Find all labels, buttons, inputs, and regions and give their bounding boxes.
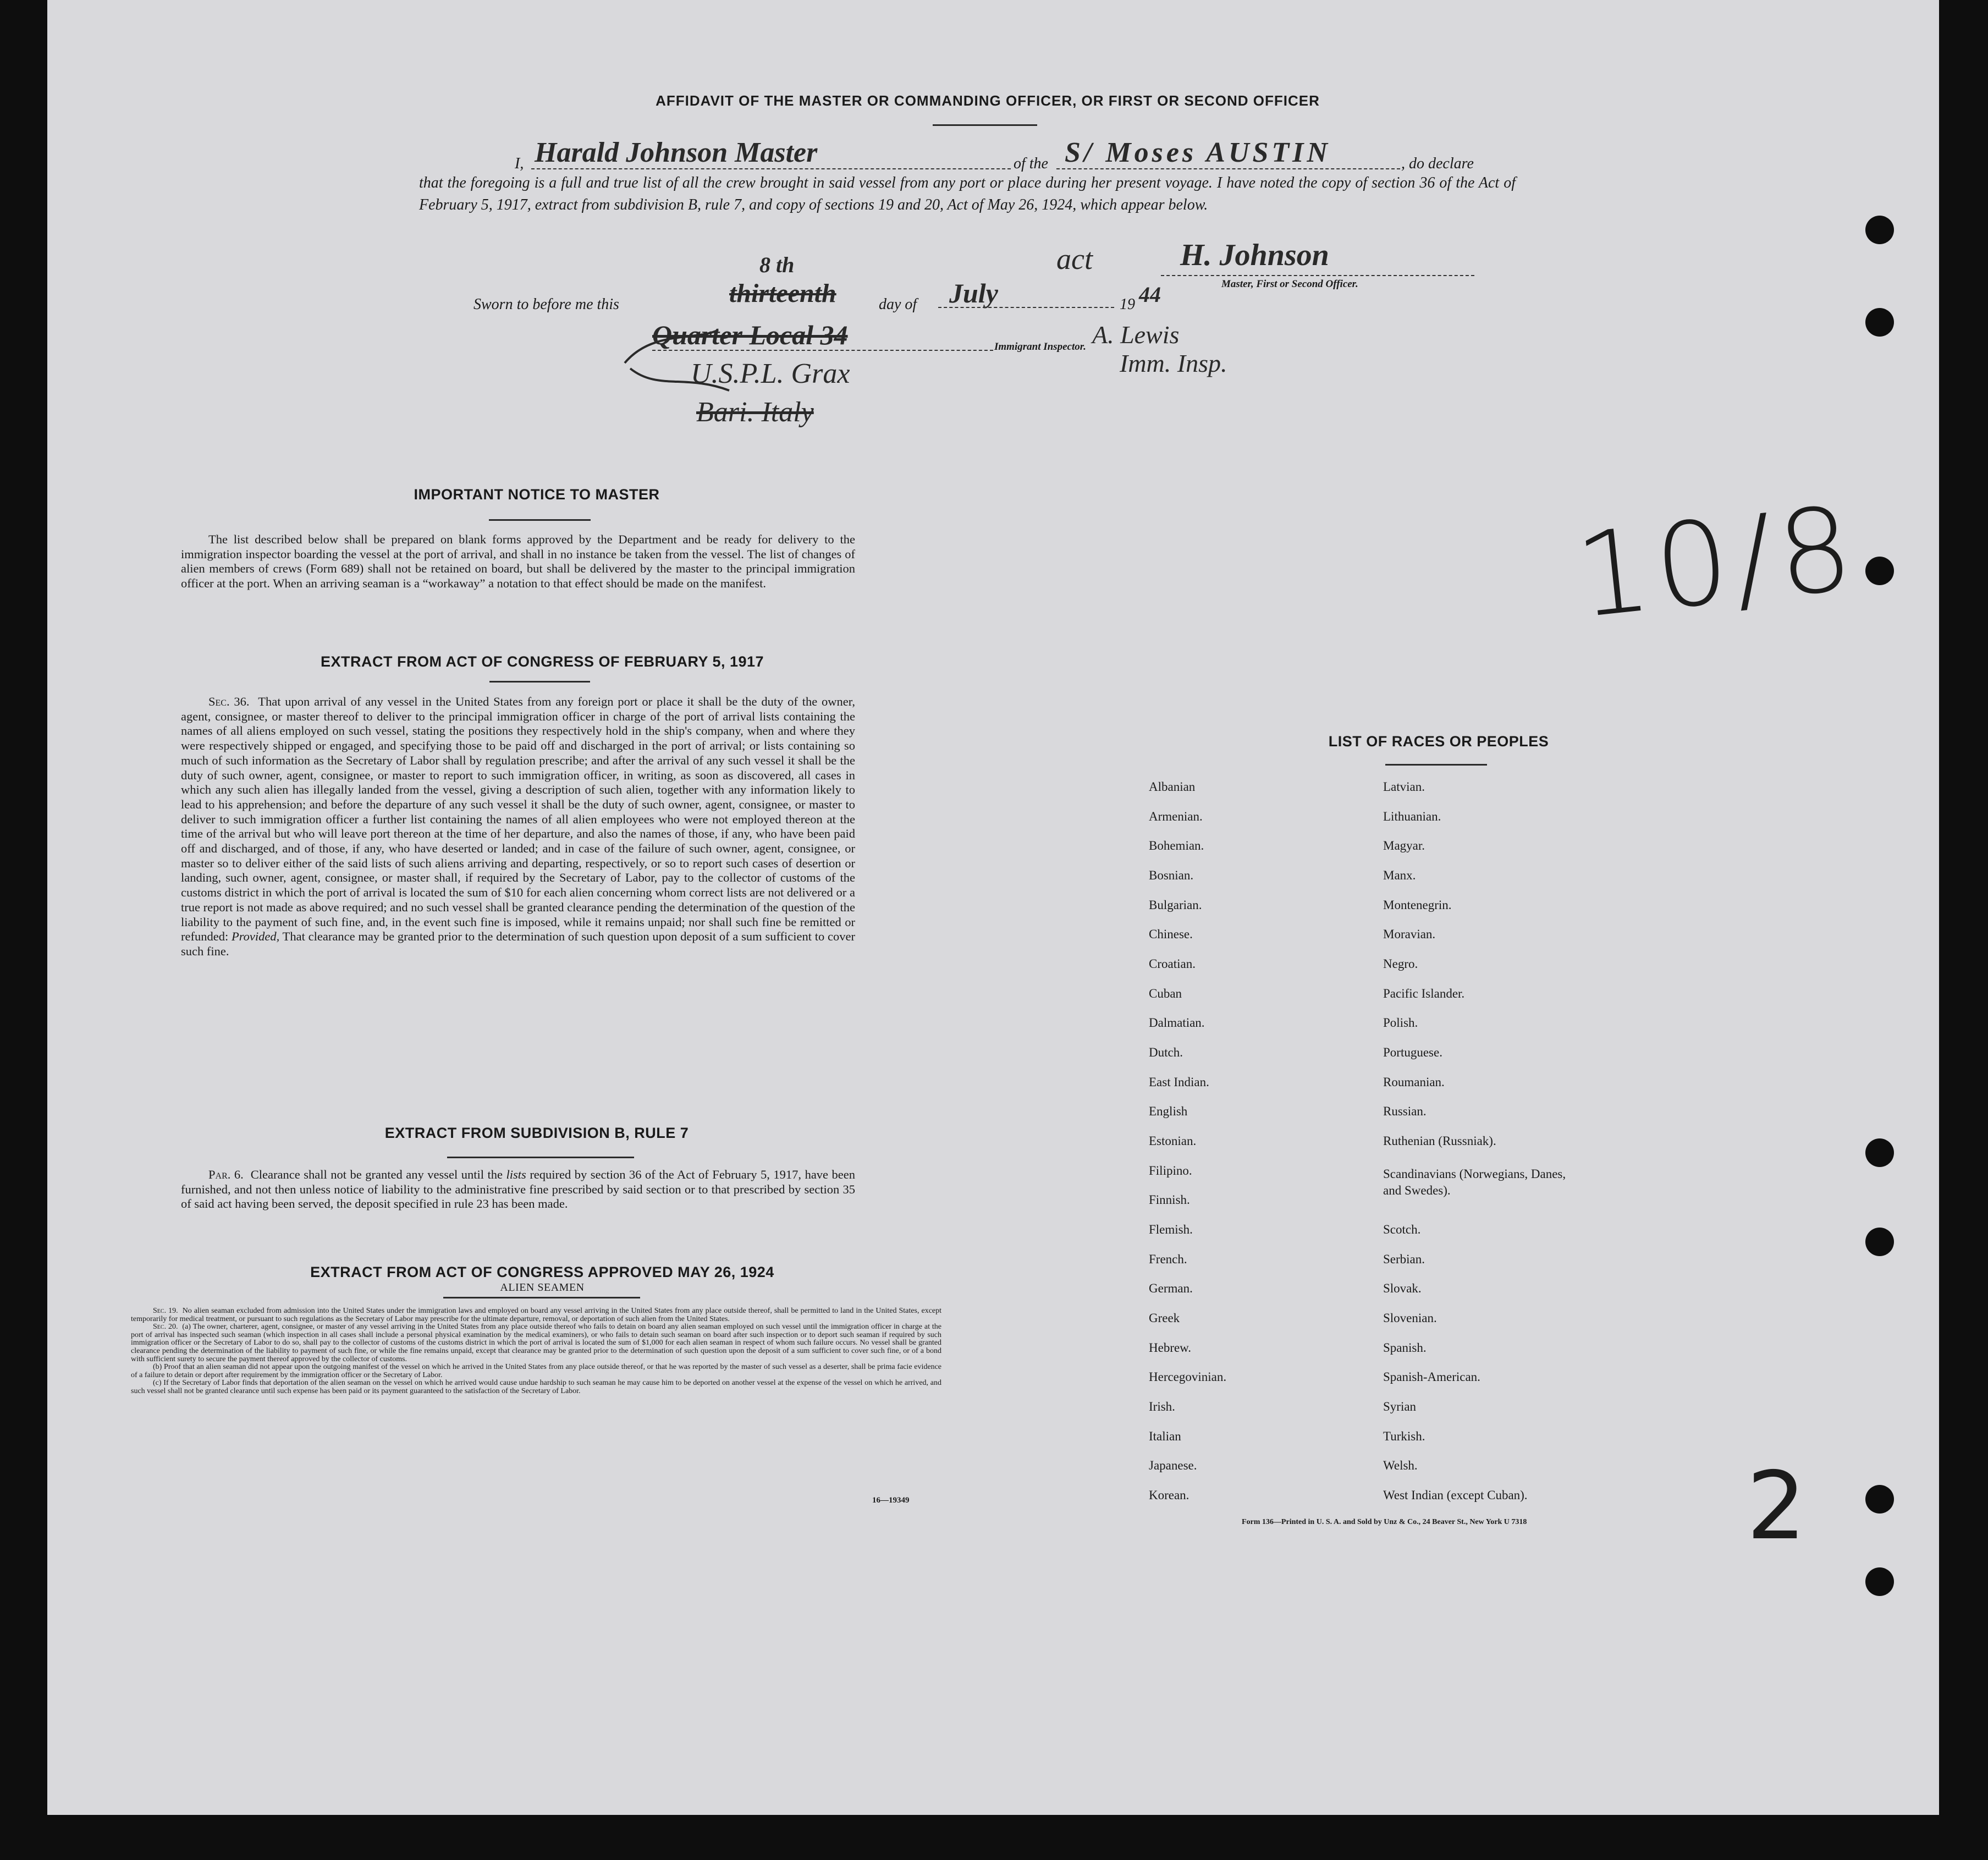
extract-rule7-body	[181, 1168, 855, 1212]
inspector-stamp-line-1: Quarter Local 34	[652, 320, 848, 350]
par-6-text-b: required by section 36 of the Act of February 5, 1917, have been furnished, and not then unless notice of liability to the administrative fine prescribed by said section or to that prescribed by section 35 of said act having been served, the deposit specified in rule 23 has been made.	[181, 1168, 856, 1211]
form-footer-note: Form 136—Printed in U. S. A. and Sold by Unz & Co., 24 Beaver St., New York U 7318	[1242, 1518, 1527, 1526]
sec-20a-text: (a) The owner, charterer, agent, consignee, or master of any vessel arriving in the United States from any place outside thereof who fails to detain on board any alien seaman employed on such vessel until the immigration officer in charge at the port of arrival has inspected such seaman (which inspection in all cases shall include a personal physical examination by the medical examiners), or who fails to detain such seaman on board after such inspection or to deport such seaman if required by such immigration officer or the Secretary of Labor to do so, shall pay to the collector of customs of the customs district in which the port of arrival is located the sum of $1,000 for each alien seaman in respect of whom such failure occurs. No vessel shall be granted clearance pending the determination of the liability to payment of such fine, or while the fine remains unpaid, except that clearance may be granted prior to the determination of such question upon the deposit of a sum sufficient to cover such fine, or of a bond with sufficient surety to secure the payment thereof approved by the collector of customs.	[131, 1323, 942, 1363]
sec-36-label: Sec. 36.	[208, 695, 250, 708]
extract-1924-title: EXTRACT FROM ACT OF CONGRESS APPROVED MAY 26, 1924	[310, 1264, 774, 1280]
race-right-2: Magyar.	[1383, 839, 1425, 852]
race-right-19: Spanish-American.	[1383, 1370, 1480, 1384]
print-code: 16—19349	[872, 1496, 910, 1505]
year-handwritten: 44	[1139, 282, 1161, 307]
race-left-23: Japanese.	[1149, 1459, 1197, 1472]
race-left-4: Bulgarian.	[1149, 898, 1202, 912]
extract-1917-rule	[489, 681, 590, 683]
sec-20c-text: (c) If the Secretary of Labor finds that deportation of the alien seaman on the vessel on which he arrived would cause undue hardship to such seaman he may cause him to be deported on another vessel at the expense of the vessel on which he arrived, and such vessel shall not be granted clearance until such expense has been paid or its payment guaranteed to the satisfaction of the Secretary of Labor.	[131, 1379, 941, 1395]
race-left-24: Korean.	[1149, 1488, 1190, 1502]
notice-rule	[489, 519, 591, 521]
race-right-11: Russian.	[1383, 1104, 1427, 1118]
race-right-20: Syrian	[1383, 1400, 1417, 1413]
race-left-15: Flemish.	[1149, 1223, 1193, 1236]
race-right-12: Ruthenian (Russniak).	[1383, 1134, 1496, 1148]
sec-36-text: That upon arrival of any vessel in the United States from any foreign port or place it shall be the duty of the owner, agent, consignee, or master thereof to deliver to the principal immigration officer in charge of the port of arrival lists containing the names of all aliens employed on such vessel, stating the positions they respectively hold in the ship's company, when and where they were respectively shipped or engaged, and specifying those to be paid off and discharged in the port of arrival; or lists containing so much of such information as the Secretary of Labor shall by regulation prescribe; and after the arrival of any such vessel it shall be the duty of such owner, agent, consignee, or master to report to such immigration officer, in writing, as soon as discovered, all cases in which any such alien has illegally landed from the vessel, giving a description of such alien, together with any information likely to lead to his apprehension; and before the departure of any such vessel it shall be the duty of such owner, agent, consignee, or master to deliver to such immigration officer a further list containing the names of all alien employees who were not employed thereon at the time of the arrival but who will leave port thereon at the time of her departure, and also the names of those, if any, who have been paid off and discharged, and of those, if any, who have deserted or landed; and in case of the failure of such owner, agent, consignee, or master so to deliver either of the said lists of such aliens arriving and departing, respectively, or so to report such cases of desertion or landing, such owner, agent, consignee, or master shall, if required by the Secretary of Labor, pay to the collector of customs of the customs district in which the port of arrival is located the sum of $10 for each alien concerning whom correct lists are not delivered or a true report is not made as above required; and no such vessel shall be granted clearance pending the determination of the question of the liability to the payment of such fine, and, in the event such fine is imposed, while it remains unpaid; nor shall such fine be remitted or refunded:	[181, 695, 856, 944]
of-the-label: of the	[1014, 155, 1048, 172]
punch-hole	[1865, 1485, 1894, 1514]
extract-1917-title: EXTRACT FROM ACT OF CONGRESS OF FEBRUARY 5, 1917	[320, 653, 764, 670]
race-right-21: Turkish.	[1383, 1429, 1425, 1443]
title-rule	[933, 124, 1037, 126]
par-6-label: Par. 6.	[208, 1168, 244, 1181]
inspector-title-handwritten: Imm. Insp.	[1120, 349, 1227, 377]
race-left-10: East Indian.	[1149, 1075, 1209, 1089]
race-right-0: Latvian.	[1383, 780, 1425, 794]
race-left-3: Bosnian.	[1149, 868, 1194, 882]
race-right-5: Moravian.	[1383, 927, 1436, 941]
race-right-3: Manx.	[1383, 868, 1416, 882]
inspector-stamp-line-2: U.S.P.L. Grax	[691, 358, 850, 389]
extract-1924-rule	[443, 1297, 640, 1298]
sec-19-label: Sec. 19.	[153, 1307, 178, 1315]
par-6-text-a: Clearance shall not be granted any vessel until the	[250, 1168, 503, 1181]
sworn-prefix: Sworn to before me this	[473, 296, 619, 313]
race-left-21: Irish.	[1149, 1400, 1175, 1413]
day-of-label: day of	[879, 296, 917, 313]
race-left-7: Cuban	[1149, 987, 1182, 1000]
act-note: act	[1056, 243, 1093, 276]
race-left-17: German.	[1149, 1281, 1193, 1295]
year-printed: 19	[1120, 296, 1135, 313]
extract-rule7-title: EXTRACT FROM SUBDIVISION B, RULE 7	[384, 1125, 689, 1141]
race-left-12: Estonian.	[1149, 1134, 1197, 1148]
notice-paragraph: The list described below shall be prepared on blank forms approved by the Department and be ready for delivery to the immigration inspector boarding the vessel at the port of arrival, and shall in no instance be taken from the vessel. The list of changes of alien members of crews (Form 689) shall not be retained on board, but shall be delivered by the master to the principal immigration officer at the port. When an arriving seaman is a “workaway” a notation to that effect should be made on the manifest.	[181, 532, 855, 591]
race-left-13: Filipino.	[1149, 1164, 1192, 1177]
month-line	[938, 307, 1114, 308]
do-declare-label: , do declare	[1401, 155, 1474, 172]
sheet-number-annotation: 10/8	[1570, 480, 1864, 645]
race-left-6: Croatian.	[1149, 957, 1196, 971]
extract-1917-body	[181, 695, 855, 959]
race-left-9: Dutch.	[1149, 1045, 1183, 1059]
race-left-8: Dalmatian.	[1149, 1016, 1205, 1030]
race-right-13: Scandinavians (Norwegians, Danes, and Swedes).	[1383, 1167, 1566, 1197]
race-right-1: Lithuanian.	[1383, 810, 1441, 823]
page-number-annotation: 2	[1747, 1452, 1807, 1561]
race-right-15: Serbian.	[1383, 1252, 1425, 1266]
punch-hole	[1865, 557, 1894, 585]
affidavit-title: AFFIDAVIT OF THE MASTER OR COMMANDING OFFICER, OR FIRST OR SECOND OFFICER	[656, 92, 1320, 109]
signature-flourish	[619, 308, 740, 418]
race-right-7: Pacific Islander.	[1383, 987, 1465, 1000]
sworn-day-correction: 8 th	[759, 252, 795, 277]
extract-rule7-rule	[447, 1157, 634, 1158]
race-left-0: Albanian	[1149, 780, 1196, 794]
race-left-2: Bohemian.	[1149, 839, 1204, 852]
race-left-20: Hercegovinian.	[1149, 1370, 1227, 1384]
document-page	[47, 0, 1939, 1815]
race-left-14: Finnish.	[1149, 1193, 1190, 1207]
sec-19-text: No alien seaman excluded from admission into the United States under the immigration laws and employed on board any vessel arriving in the United States from any place outside thereof, shall be permitted to land in the United States, except temporarily for medical treatment, or pursuant to such regulations as the Secretary of Labor may prescribe for the ultimate departure, removal, or deportation of such alien from the United States.	[131, 1307, 942, 1323]
race-right-6: Negro.	[1383, 957, 1418, 971]
sworn-month: July	[949, 278, 998, 309]
alien-seamen-subtitle: ALIEN SEAMEN	[500, 1281, 585, 1294]
punch-hole	[1865, 1228, 1894, 1256]
punch-hole	[1865, 1138, 1894, 1167]
lists-word: lists	[506, 1168, 526, 1181]
provided-word: Provided,	[232, 929, 280, 944]
extract-1924-body	[131, 1307, 941, 1396]
inspector-signature: A. Lewis	[1092, 321, 1180, 349]
races-title: LIST OF RACES OR PEOPLES	[1328, 733, 1549, 750]
notice-body	[181, 532, 855, 591]
race-right-18: Spanish.	[1383, 1341, 1427, 1355]
race-right-17: Slovenian.	[1383, 1311, 1437, 1325]
notice-title: IMPORTANT NOTICE TO MASTER	[414, 486, 660, 503]
race-right-14: Scotch.	[1383, 1223, 1421, 1236]
sworn-day: thirteenth	[729, 279, 836, 308]
race-left-16: French.	[1149, 1252, 1187, 1266]
race-right-10: Roumanian.	[1383, 1075, 1445, 1089]
race-right-22: Welsh.	[1383, 1459, 1418, 1472]
race-left-18: Greek	[1149, 1311, 1180, 1325]
master-signature: H. Johnson	[1180, 238, 1329, 272]
punch-hole	[1865, 1567, 1894, 1596]
declarant-prefix: I,	[515, 155, 524, 172]
race-right-23: West Indian (except Cuban).	[1383, 1488, 1528, 1502]
punch-hole	[1865, 308, 1894, 337]
sec-36-text-end: That clearance may be granted prior to the determination of such question upon deposit of a sum sufficient to cover such fine.	[181, 929, 856, 958]
race-right-9: Portuguese.	[1383, 1045, 1442, 1059]
race-right-8: Polish.	[1383, 1016, 1418, 1030]
inspector-label: Immigrant Inspector.	[994, 341, 1086, 353]
declarant-name: Harald Johnson Master	[535, 137, 818, 168]
sec-20b-text: (b) Proof that an alien seaman did not appear upon the outgoing manifest of the vessel on which he arrived in the United States from any place outside thereof, or that he was reported by the master of such vessel as a deserter, shall be prima facie evidence of a failure to detain or deport after requirement by the immigration officer or the Secretary of Labor.	[131, 1363, 941, 1379]
punch-hole	[1865, 216, 1894, 244]
races-rule	[1385, 764, 1487, 766]
vessel-name: S/ Moses AUSTIN	[1065, 137, 1331, 168]
race-left-1: Armenian.	[1149, 810, 1203, 823]
master-signature-label: Master, First or Second Officer.	[1221, 278, 1358, 290]
race-left-19: Hebrew.	[1149, 1341, 1192, 1355]
affidavit-body: that the foregoing is a full and true list of all the crew brought in said vessel from any port or place during her present voyage. I have noted the copy of section 36 of the Act of February 5, 1917, extract from subdivision B, rule 7, and copy of sections 19 and 20, Act of May 26, 1924, which appear below.	[419, 174, 1516, 213]
race-right-16: Slovak.	[1383, 1281, 1422, 1295]
race-left-5: Chinese.	[1149, 927, 1193, 941]
race-left-11: English	[1149, 1104, 1188, 1118]
sec-20-label: Sec. 20.	[153, 1323, 178, 1331]
race-left-22: Italian	[1149, 1429, 1181, 1443]
race-right-4: Montenegrin.	[1383, 898, 1452, 912]
inspector-stamp-line-3: Bari. Italy	[696, 397, 814, 428]
master-signature-line	[1161, 275, 1474, 276]
